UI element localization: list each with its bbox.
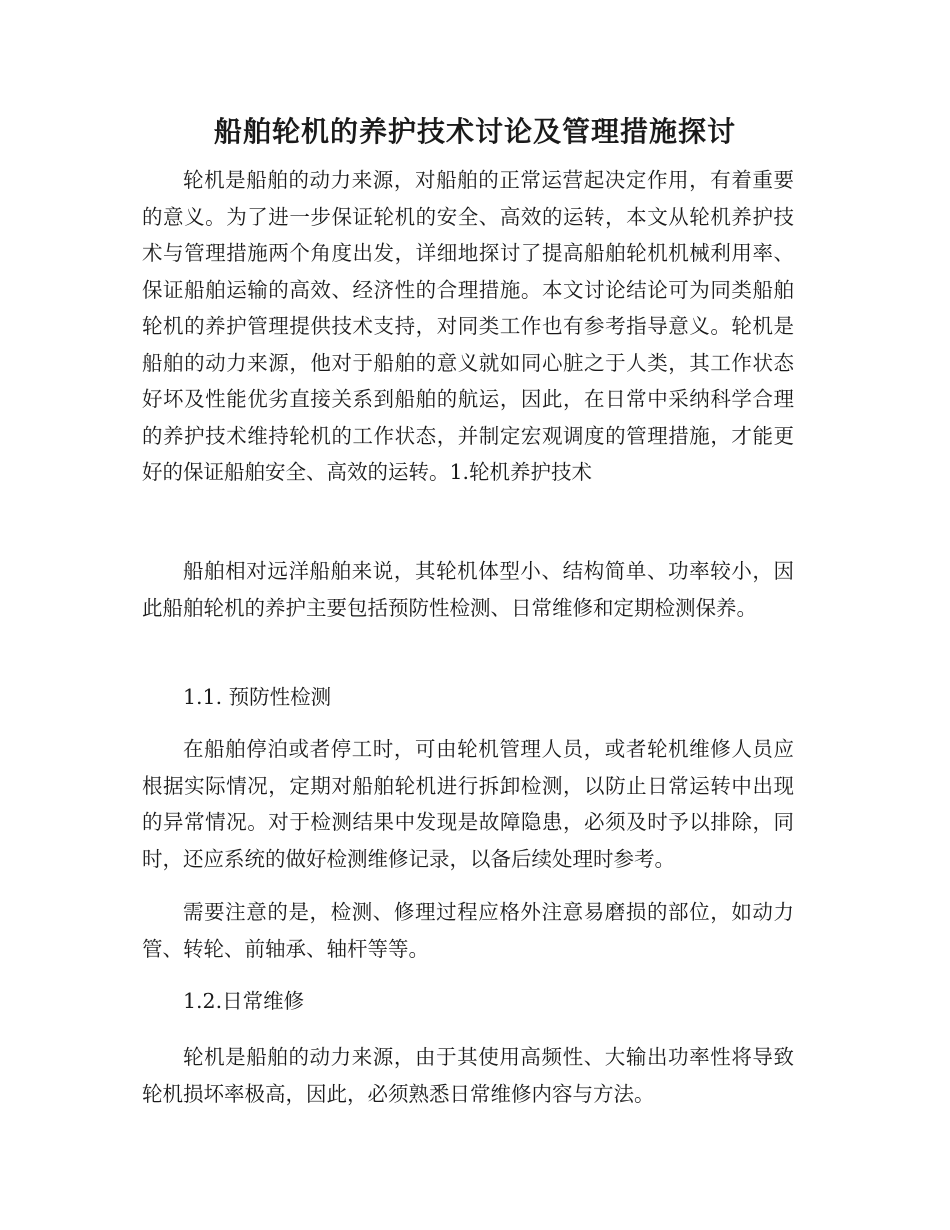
document-title: 船舶轮机的养护技术讨论及管理措施探讨 bbox=[213, 115, 736, 148]
attention-note-paragraph: 需要注意的是，检测、修理过程应格外注意易磨损的部位，如动力管、转轮、前轴承、轴杆等等。 bbox=[142, 900, 794, 961]
section-1-2-heading: 1.2.日常维修 bbox=[183, 989, 305, 1013]
section-1-1-heading: 1.1. 预防性检测 bbox=[183, 685, 332, 709]
preventive-detail-paragraph: 在船舶停泊或者停工时，可由轮机管理人员，或者轮机维修人员应根据实际情况，定期对船舶轮机进行拆卸检测，以防止日常运转中出现的异常情况。对于检测结果中发现是故障隐患，必须及时予以排除，同时，还应系统的做好检测维修记录，以备后续处理时参考。 bbox=[142, 737, 794, 871]
daily-maintenance-paragraph: 轮机是船舶的动力来源，由于其使用高频性、大输出功率性将导致轮机损坏率极高，因此，必须熟悉日常维修内容与方法。 bbox=[142, 1045, 794, 1106]
maintenance-overview-paragraph: 船舶相对远洋船舶来说，其轮机体型小、结构简单、功率较小，因此船舶轮机的养护主要包括预防性检测、日常维修和定期检测保养。 bbox=[142, 559, 794, 620]
intro-paragraph: 轮机是船舶的动力来源，对船舶的正常运营起决定作用，有着重要的意义。为了进一步保证轮机的安全、高效的运转，本文从轮机养护技术与管理措施两个角度出发，详细地探讨了提高船舶轮机机械利用率、保证船舶运输的高效、经济性的合理措施。本文讨论结论可为同类船舶轮机的养护管理提供技术支持，对同类工作也有参考指导意义。轮机是船舶的动力来源，他对于船舶的意义就如同心脏之于人类，其工作状态好坏及性能优劣直接关系到船舶的航运，因此，在日常中采纳科学合理的养护技术维持轮机的工作状态，并制定宏观调度的管理措施，才能更好的保证船舶安全、高效的运转。1.轮机养护技术 bbox=[142, 168, 794, 484]
